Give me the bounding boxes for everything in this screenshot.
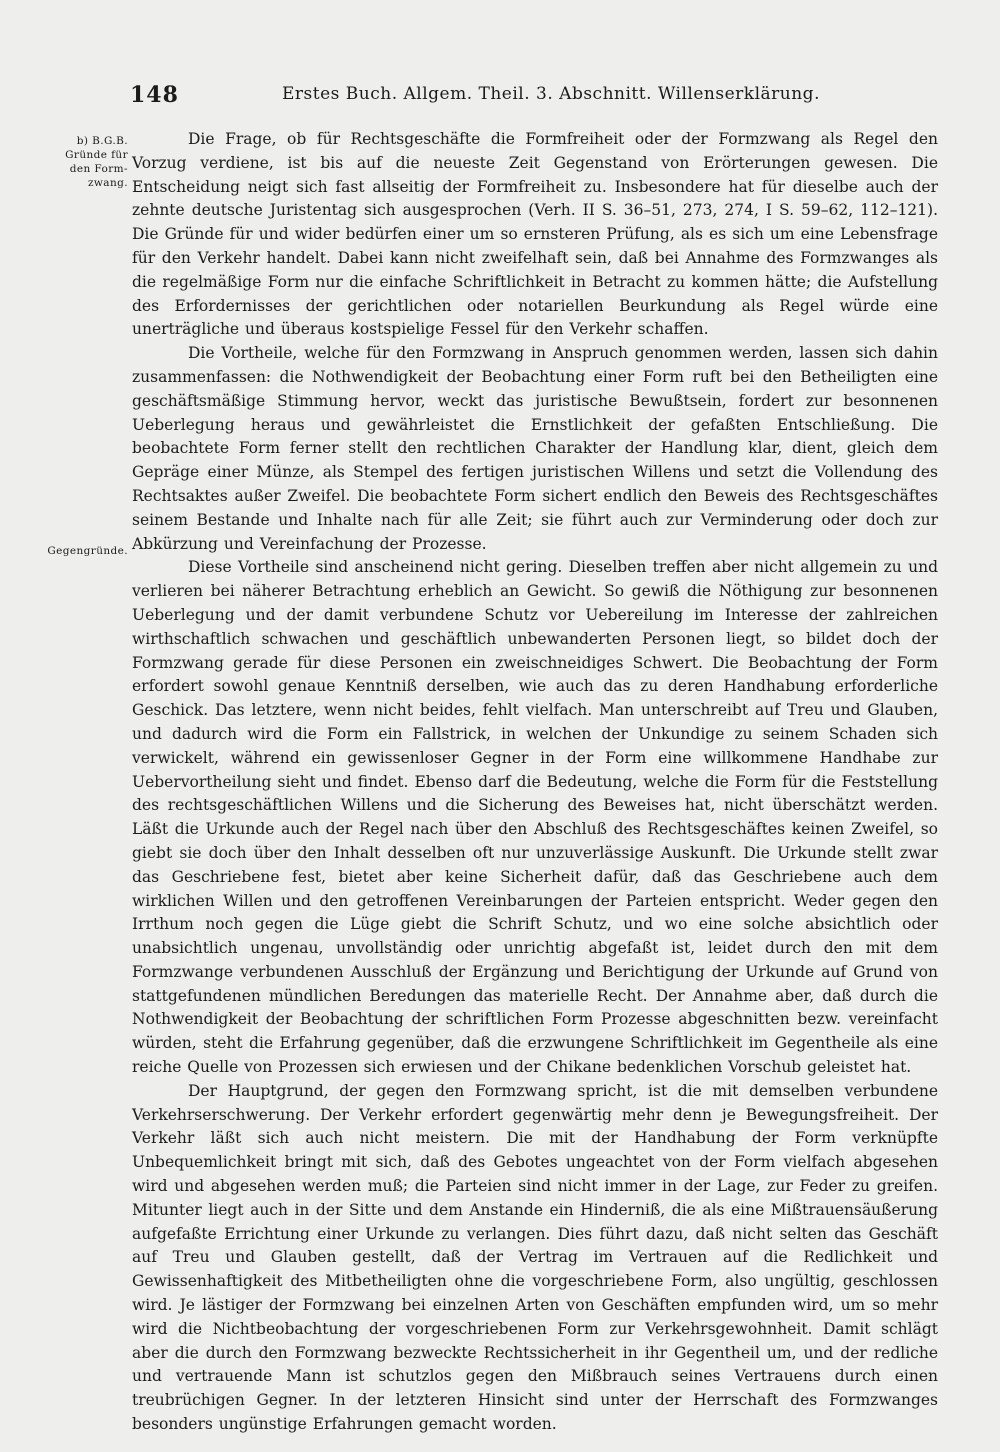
paragraph-4: Der Hauptgrund, der gegen den Formzwang spricht, ist die mit demselben verbundene Verkehrserschwerung. Der Verkehr erfordert gegenwärtig mehr denn je Bewegungsfreiheit. Der Verkehr läßt sich auch nicht meistern. Die mit der Handhabung der Form verknüpfte Unbequemlichkeit bringt mit sich, daß des Gebotes ungeachtet von der Form vielfach abgesehen wird und abgesehen werden muß; die Parteien sind nicht immer in der Lage, zur Feder zu greifen. Mitunter liegt auch in der Sitte und dem Anstande ein Hinderniß, die als eine Mißtrauensäußerung aufgefaßte Errichtung einer Urkunde zu verlangen. Dies führt dazu, daß nicht selten das Geschäft auf Treu und Glauben gestellt, daß der Vertrag im Vertrauen auf die Redlichkeit und Gewissenhaftigkeit des Mitbetheiligten ohne die vorgeschriebene Form, also ungültig, geschlossen wird. Je lästiger der Formzwang bei einzelnen Arten von Geschäften empfunden wird, um so mehr wird die Nichtbeobachtung der vorgeschriebenen Form zur Verkehrsgewohnheit. Damit schlägt aber die durch den Formzwang bezweckte Rechtssicherheit in ihr Gegentheil um, und der redliche und vertrauende Mann ist schutzlos gegen den Mißbrauch seines Vertrauens durch einen treubrüchigen Gegner. In der letzteren Hinsicht sind unter der Herrschaft des Formzwanges besonders ungünstige Erfahrungen gemacht worden. (132, 1081, 938, 1434)
marginal-note-gruende-fuer (18, 134, 128, 190)
page-header (130, 78, 950, 108)
running-title: Erstes Buch. Allgem. Theil. 3. Abschnitt. Willenserklärung. (282, 84, 820, 104)
marginal-note-line: zwang. (87, 177, 128, 189)
paragraph-3: Diese Vortheile sind anscheinend nicht gering. Dieselben treffen aber nicht allgemein zu und verlieren bei näherer Betrachtung erheblich an Gewicht. So gewiß die Nöthigung zur besonnenen Ueberlegung und der damit verbundene Schutz vor Uebereilung im Interesse der zahlreichen wirthschaftlich schwachen und geschäftlich unbewanderten Personen liegt, so bildet doch der Formzwang gerade für diese Personen ein zweischneidiges Schwert. Die Beobachtung der Form erfordert sowohl genaue Kenntniß derselben, wie auch das zu deren Handhabung erforderliche Geschick. Das letztere, wenn nicht beides, fehlt vielfach. Man unterschreibt auf Treu und Glauben, und dadurch wird die Form ein Fallstrick, in welchen der Unkundige zu seinem Schaden sich verwickelt, während ein gewissenloser Gegner in der Form eine willkommene Handhabe zur Uebervortheilung sieht und findet. Ebenso darf die Bedeutung, welche die Form für die Feststellung des rechtsgeschäftlichen Willens und die Sicherung des Beweises hat, nicht überschätzt werden. Läßt die Urkunde auch der Regel nach über den Abschluß des Rechtsgeschäftes keinen Zweifel, so giebt sie doch über den Inhalt desselben oft nur unzuverlässige Auskunft. Die Urkunde stellt zwar das Geschriebene fest, bietet aber keine Sicherheit dafür, daß das Geschriebene auch dem wirklichen Willen und den getroffenen Vereinbarungen der Parteien entspricht. Weder gegen den Irrthum noch gegen die Lüge giebt die Schrift Schutz, und wo eine solche absichtlich oder unabsichtlich ungenau, unvollständig oder unrichtig abgefaßt ist, leidet durch den mit dem Formzwange verbundenen Ausschluß der Ergänzung und Berichtigung der Urkunde auf Grund von stattgefundenen mündlichen Beredungen das materielle Recht. Der Annahme aber, daß durch die Nothwendigkeit der Beobachtung der schriftlichen Form Prozesse abgeschnitten bezw. vereinfacht würden, steht die Erfahrung gegenüber, daß die erzwungene Schriftlichkeit im Gegentheile als eine reiche Quelle von Prozessen sich erwiesen und der Chikane bedenklichen Vorschub geleistet hat. (132, 558, 938, 1077)
marginal-note-line: Gründe für (65, 149, 128, 161)
page-number: 148 (130, 82, 179, 108)
paragraph-2: Die Vortheile, welche für den Formzwang in Anspruch genommen werden, lassen sich dahin zusammenfassen: die Nothwendigkeit der Beobachtung einer Form ruft bei den Betheiligten eine geschäftsmäßige Stimmung hervor, weckt das juristische Bewußtsein, fordert zur besonnenen Ueberlegung heraus und gewährleistet die Ernstlichkeit der gefaßten Entschließung. Die beobachtete Form ferner stellt den rechtlichen Charakter der Handlung klar, dient, gleich dem Gepräge einer Münze, als Stempel des fertigen juristischen Willens und setzt die Vollendung des Rechtsaktes außer Zweifel. Die beobachtete Form sichert endlich den Beweis des Rechtsgeschäftes seinem Bestande und Inhalte nach für alle Zeit; sie führt auch zur Verminderung oder doch zur Abkürzung und Vereinfachung der Prozesse. (132, 344, 938, 553)
body-text (132, 128, 938, 1437)
marginal-note-line: den Form- (69, 163, 128, 175)
marginal-note-line: Gegengründe. (47, 545, 128, 557)
marginal-note-line: b) B.G.B. (76, 135, 128, 147)
paragraph-1: Die Frage, ob für Rechtsgeschäfte die Formfreiheit oder der Formzwang als Regel den Vorzug verdiene, ist bis auf die neueste Zeit Gegenstand von Erörterungen gewesen. Die Entscheidung neigt sich fast allseitig der Formfreiheit zu. Insbesondere hat für dieselbe auch der zehnte deutsche Juristentag sich ausgesprochen (Verh. II S. 36–51, 273, 274, I S. 59–62, 112–121). Die Gründe für und wider bedürfen einer um so ernsteren Prüfung, als es sich um eine Lebensfrage für den Verkehr handelt. Dabei kann nicht zweifelhaft sein, daß bei Annahme des Formzwanges als die regelmäßige Form nur die einfache Schriftlichkeit in Betracht zu kommen hätte; die Aufstellung des Erfordernisses der gerichtlichen oder notariellen Beurkundung als Regel würde eine unerträgliche und überaus kostspielige Fessel für den Verkehr schaffen. (132, 130, 938, 339)
marginal-note-gegengruende (18, 544, 128, 558)
